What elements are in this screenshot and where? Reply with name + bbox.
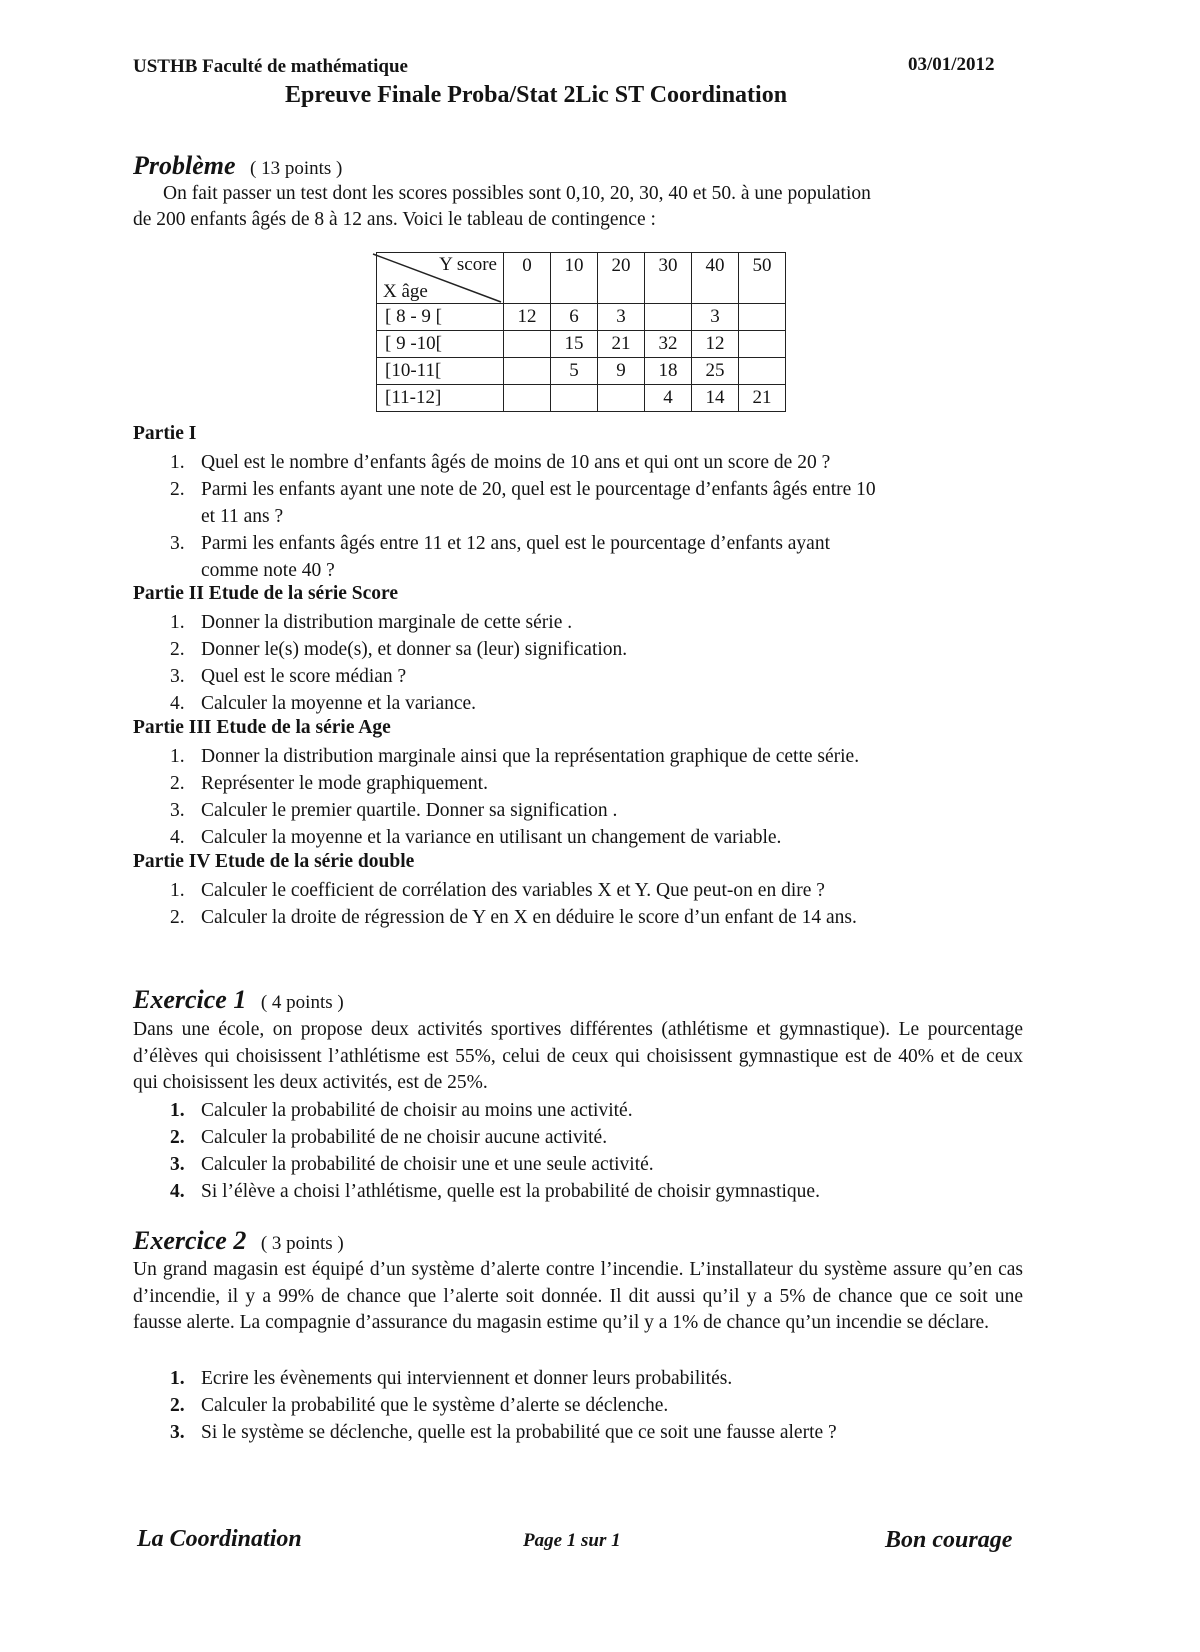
list-item: 4. Calculer la moyenne et la variance en utilisant un changement de variable. bbox=[170, 827, 782, 848]
table-cell bbox=[598, 385, 645, 412]
table-cell bbox=[739, 358, 786, 385]
table-cell bbox=[504, 358, 551, 385]
question-text: Donner la distribution marginale de cette série . bbox=[201, 612, 573, 633]
exam-title: Epreuve Finale Proba/Stat 2Lic ST Coordination bbox=[285, 82, 788, 108]
table-cell: 21 bbox=[598, 331, 645, 358]
exercice2-paragraph: Un grand magasin est équipé d’un système d’alerte contre l’incendie. L’installateur du système assure qu’en cas d’incendie, il y a 99% de chance que l’alerte soit donnée. Il dit aussi qu’il y a 5% de chance que ce soit une fausse alerte. La compagnie d’assurance du magasin estime qu’il y a 1% de chance qu’un incendie se déclare. bbox=[133, 1259, 1023, 1333]
probleme-intro-line2: de 200 enfants âgés de 8 à 12 ans. Voici le tableau de contingence : bbox=[133, 209, 656, 230]
exercice1-questions bbox=[133, 1097, 820, 1205]
question-text: Calculer le coefficient de corrélation des variables X et Y. Que peut-on en dire ? bbox=[201, 880, 825, 901]
question-text: Quel est le score médian ? bbox=[201, 666, 407, 687]
list-item: 3. Parmi les enfants âgés entre 11 et 12 ans, quel est le pourcentage d’enfants ayant comme note 40 ? bbox=[170, 533, 831, 581]
question-text: Calculer la probabilité que le système d’alerte se déclenche. bbox=[201, 1395, 669, 1416]
question-text: Parmi les enfants ayant une note de 20, quel est le pourcentage d’enfants âgés entre 10 bbox=[201, 479, 876, 500]
list-item: 2. Calculer la probabilité de ne choisir aucune activité. bbox=[170, 1127, 608, 1148]
question-text: Donner la distribution marginale ainsi que la représentation graphique de cette série. bbox=[201, 746, 860, 767]
list-item: 2. Représenter le mode graphiquement. bbox=[170, 773, 488, 794]
question-text: Calculer le premier quartile. Donner sa signification . bbox=[201, 800, 618, 821]
table-cell: 25 bbox=[692, 358, 739, 385]
table-cell: 32 bbox=[645, 331, 692, 358]
exercice2-points: ( 3 points ) bbox=[260, 1233, 344, 1254]
exercice1-paragraph: Dans une école, on propose deux activités sportives différentes (athlétisme et gymnastique). Le pourcentage d’élèves qui choisissent l’athlétisme est 55%, celui de ceux qui choisissent gymnastique est de 40% et de ceux qui choisissent les deux activités, est de 25%. bbox=[133, 1019, 1023, 1093]
question-text: Calculer la moyenne et la variance. bbox=[201, 693, 477, 714]
footer-left: La Coordination bbox=[137, 1526, 302, 1552]
partie2-heading: Partie II Etude de la série Score bbox=[133, 583, 399, 604]
table-cell: 4 bbox=[645, 385, 692, 412]
table-cell: 14 bbox=[692, 385, 739, 412]
table-cell bbox=[645, 304, 692, 331]
probleme-points: ( 13 points ) bbox=[250, 158, 343, 179]
table-cell: 12 bbox=[692, 331, 739, 358]
table-corner-cell bbox=[377, 253, 504, 304]
col-header: 10 bbox=[551, 253, 598, 304]
table-cell: 18 bbox=[645, 358, 692, 385]
question-text: Si l’élève a choisi l’athlétisme, quelle est la probabilité de choisir gymnastique. bbox=[201, 1181, 820, 1202]
partie4-heading: Partie IV Etude de la série double bbox=[133, 851, 415, 872]
row-label: [11-12] bbox=[377, 385, 504, 412]
col-header: 0 bbox=[504, 253, 551, 304]
probleme-intro-line1: On fait passer un test dont les scores possibles sont 0,10, 20, 30, 40 et 50. à une population bbox=[163, 183, 871, 204]
partie4-questions bbox=[133, 877, 857, 931]
question-text: Donner le(s) mode(s), et donner sa (leur) signification. bbox=[201, 639, 628, 660]
table-row bbox=[377, 358, 786, 385]
probleme-title: Problème bbox=[133, 151, 236, 180]
row-label: [10-11[ bbox=[377, 358, 504, 385]
table-cell: 12 bbox=[504, 304, 551, 331]
page-number: Page 1 sur 1 bbox=[523, 1530, 621, 1551]
question-text: Calculer la droite de régression de Y en X en déduire le score d’un enfant de 14 ans. bbox=[201, 907, 857, 928]
table-row bbox=[377, 304, 786, 331]
question-text: Calculer la moyenne et la variance en utilisant un changement de variable. bbox=[201, 827, 782, 848]
question-text: Quel est le nombre d’enfants âgés de moins de 10 ans et qui ont un score de 20 ? bbox=[201, 452, 831, 473]
exam-date: 03/01/2012 bbox=[908, 54, 995, 75]
institution: USTHB Faculté de mathématique bbox=[133, 56, 408, 77]
partie3-questions bbox=[133, 743, 859, 851]
table-cell: 15 bbox=[551, 331, 598, 358]
table-cell bbox=[504, 331, 551, 358]
question-text: Calculer la probabilité de ne choisir aucune activité. bbox=[201, 1127, 608, 1148]
table-cell: 5 bbox=[551, 358, 598, 385]
exercice2-questions bbox=[133, 1365, 837, 1446]
partie3-heading: Partie III Etude de la série Age bbox=[133, 717, 391, 738]
list-item: 1. Quel est le nombre d’enfants âgés de moins de 10 ans et qui ont un score de 20 ? bbox=[170, 452, 831, 473]
question-text: Calculer la probabilité de choisir une et une seule activité. bbox=[201, 1154, 654, 1175]
table-row bbox=[377, 385, 786, 412]
partie1-questions bbox=[133, 449, 1033, 584]
exercice2-title: Exercice 2 bbox=[133, 1226, 247, 1255]
col-header: 20 bbox=[598, 253, 645, 304]
corner-y-label: Y score bbox=[439, 254, 497, 275]
question-text: Parmi les enfants âgés entre 11 et 12 ans, quel est le pourcentage d’enfants ayant bbox=[201, 533, 831, 554]
list-item: 2. Calculer la probabilité que le système d’alerte se déclenche. bbox=[170, 1395, 669, 1416]
partie2-questions bbox=[133, 609, 627, 717]
question-text: Calculer la probabilité de choisir au moins une activité. bbox=[201, 1100, 633, 1121]
exercice1-points: ( 4 points ) bbox=[260, 992, 344, 1013]
exercice1-title: Exercice 1 bbox=[133, 985, 247, 1014]
row-label: [ 8 - 9 [ bbox=[377, 304, 504, 331]
exercice2-heading bbox=[133, 1226, 344, 1256]
list-item: 1. Calculer la probabilité de choisir au moins une activité. bbox=[170, 1100, 633, 1121]
question-text: Représenter le mode graphiquement. bbox=[201, 773, 488, 794]
col-header: 50 bbox=[739, 253, 786, 304]
list-item: 1. Donner la distribution marginale de cette série . bbox=[170, 612, 573, 633]
list-item: 3. Calculer le premier quartile. Donner sa signification . bbox=[170, 800, 618, 821]
list-item: 4. Si l’élève a choisi l’athlétisme, quelle est la probabilité de choisir gymnastique. bbox=[170, 1181, 820, 1202]
list-item: 2. Calculer la droite de régression de Y en X en déduire le score d’un enfant de 14 ans. bbox=[170, 907, 857, 928]
list-item: 3. Calculer la probabilité de choisir une et une seule activité. bbox=[170, 1154, 654, 1175]
table-cell bbox=[739, 331, 786, 358]
corner-x-label: X âge bbox=[383, 281, 428, 302]
table-row bbox=[377, 331, 786, 358]
probleme-heading bbox=[133, 151, 342, 181]
table-cell bbox=[551, 385, 598, 412]
list-item: 3. Si le système se déclenche, quelle est la probabilité que ce soit une fausse alerte ? bbox=[170, 1422, 837, 1443]
table-cell: 21 bbox=[739, 385, 786, 412]
table-cell bbox=[739, 304, 786, 331]
list-item: 1. Donner la distribution marginale ainsi que la représentation graphique de cette série. bbox=[170, 746, 860, 767]
list-item: 1. Calculer le coefficient de corrélation des variables X et Y. Que peut-on en dire ? bbox=[170, 880, 825, 901]
question-text: Si le système se déclenche, quelle est la probabilité que ce soit une fausse alerte ? bbox=[201, 1422, 837, 1443]
question-text-cont: comme note 40 ? bbox=[201, 560, 335, 581]
footer-right: Bon courage bbox=[885, 1527, 1013, 1553]
table-cell: 9 bbox=[598, 358, 645, 385]
list-item: 4. Calculer la moyenne et la variance. bbox=[170, 693, 477, 714]
col-header: 30 bbox=[645, 253, 692, 304]
table-header-row bbox=[377, 253, 786, 304]
table-cell: 3 bbox=[692, 304, 739, 331]
table-cell: 3 bbox=[598, 304, 645, 331]
table-cell bbox=[504, 385, 551, 412]
exercice1-heading bbox=[133, 985, 344, 1015]
partie1-heading: Partie I bbox=[133, 423, 197, 444]
list-item: 2. Parmi les enfants ayant une note de 20, quel est le pourcentage d’enfants âgés entre 10 et 11 ans ? bbox=[170, 479, 876, 527]
list-item: 3. Quel est le score médian ? bbox=[170, 666, 407, 687]
contingency-table bbox=[376, 252, 786, 412]
col-header: 40 bbox=[692, 253, 739, 304]
question-text-cont: et 11 ans ? bbox=[201, 506, 284, 527]
list-item: 1. Ecrire les évènements qui interviennent et donner leurs probabilités. bbox=[170, 1368, 733, 1389]
question-text: Ecrire les évènements qui interviennent et donner leurs probabilités. bbox=[201, 1368, 733, 1389]
list-item: 2. Donner le(s) mode(s), et donner sa (leur) signification. bbox=[170, 639, 628, 660]
row-label: [ 9 -10[ bbox=[377, 331, 504, 358]
table-cell: 6 bbox=[551, 304, 598, 331]
